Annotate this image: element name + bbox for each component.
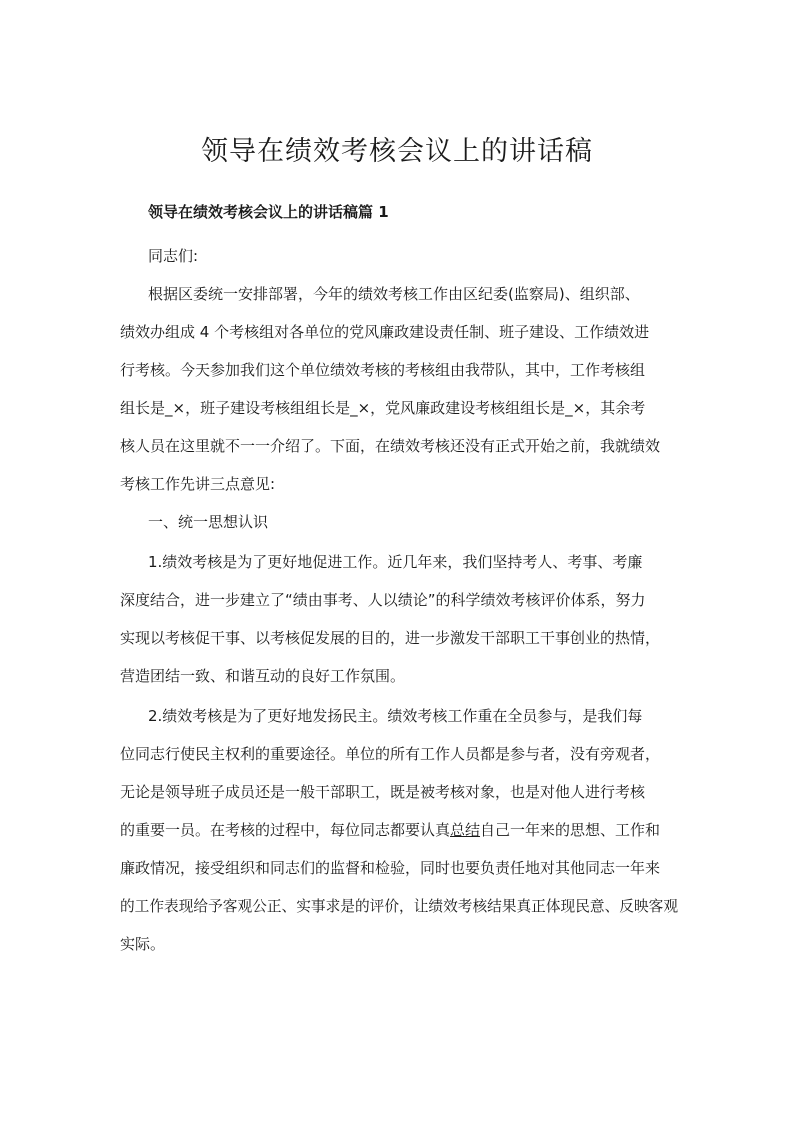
paragraph-line: 绩效办组成 4 个考核组对各单位的党风廉政建设责任制、班子建设、工作绩效进 [120,323,650,341]
paragraph-line [120,819,660,841]
greeting: 同志们: [148,247,199,265]
paragraph-line: 实际。 [120,935,166,953]
paragraph-line: 组长是_×，班子建设考核组组长是_×，党风廉政建设考核组组长是_×，其余考 [120,399,646,417]
paragraph-line: 2.绩效考核是为了更好地发扬民主。绩效考核工作重在全员参与，是我们每 [148,707,643,725]
paragraph-line: 廉政情况，接受组织和同志们的监督和检验，同时也要负责任地对其他同志一年来 [120,859,661,877]
paragraph-line: 行考核。今天参加我们这个单位绩效考核的考核组由我带队，其中，工作考核组 [120,361,646,379]
paragraph-line: 实现以考核促干事、以考核促发展的目的，进一步激发干部职工干事创业的热情， [120,629,661,647]
paragraph-line: 深度结合，进一步建立了“绩由事考、人以绩论”的科学绩效考核评价体系，努力 [120,591,646,609]
paragraph-line: 考核工作先讲三点意见: [120,475,276,493]
section-heading: 一、统一思想认识 [148,513,269,531]
paragraph-line: 无论是领导班子成员还是一般干部职工，既是被考核对象，也是对他人进行考核 [120,783,646,801]
summary-link[interactable]: 总结 [450,821,481,839]
text-segment: 的重要一员。在考核的过程中，每位同志都要认真 [120,821,451,839]
paragraph-line: 核人员在这里就不一一介绍了。下面，在绩效考核还没有正式开始之前，我就绩效 [120,437,661,455]
paragraph-line: 营造团结一致、和谐互动的良好工作氛围。 [120,667,406,685]
document-title: 领导在绩效考核会议上的讲话稿 [201,136,593,167]
text-segment: 自己一年来的思想、工作和 [480,821,661,839]
paragraph-line: 1.绩效考核是为了更好地促进工作。近几年来，我们坚持考人、考事、考廉 [148,553,643,571]
paragraph-line: 位同志行使民主权利的重要途径。单位的所有工作人员都是参与者，没有旁观者， [120,745,661,763]
paragraph-line: 根据区委统一安排部署，今年的绩效考核工作由区纪委(监察局)、组织部、 [148,285,640,303]
section-subtitle: 领导在绩效考核会议上的讲话稿篇 1 [148,203,389,221]
paragraph-line: 的工作表现给予客观公正、实事求是的评价，让绩效考核结果真正体现民意、反映客观 [120,897,679,915]
